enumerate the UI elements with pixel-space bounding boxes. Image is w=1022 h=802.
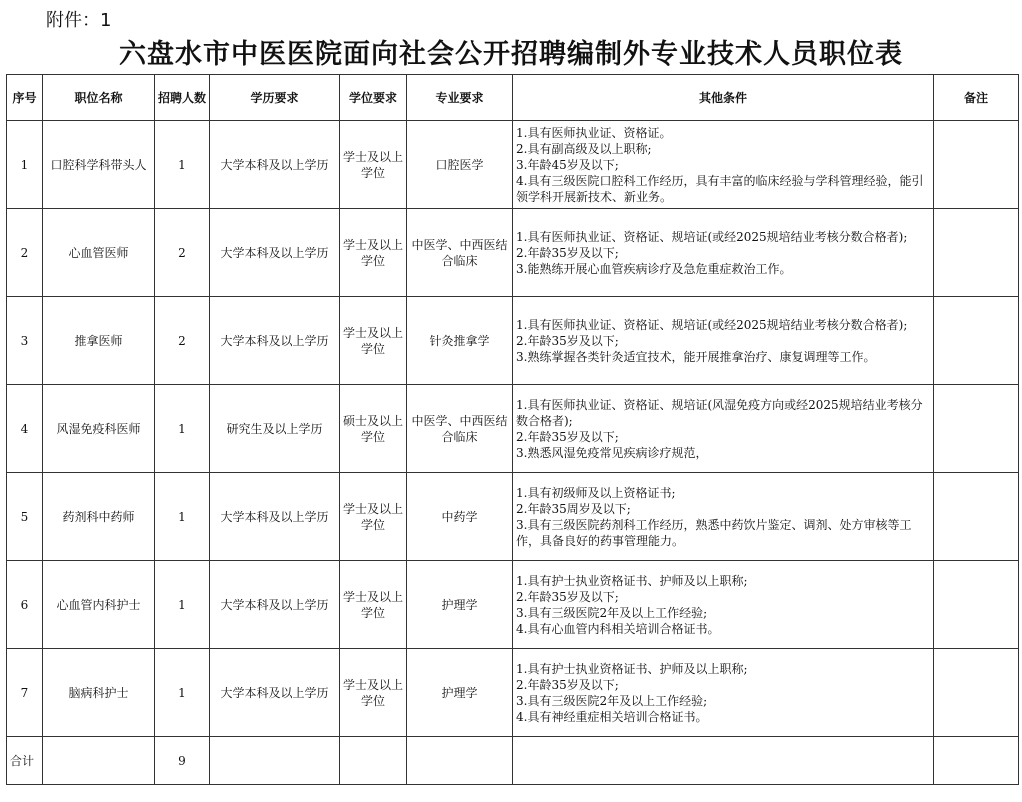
total-empty-notes <box>934 737 1019 785</box>
total-row <box>7 737 1019 785</box>
row-conditions <box>513 649 934 737</box>
row-notes <box>934 297 1019 385</box>
page-title: 六盘水市中医医院面向社会公开招聘编制外专业技术人员职位表 <box>119 39 903 70</box>
condition-line: 3.能熟练开展心血管疾病诊疗及急危重症救治工作。 <box>516 261 792 276</box>
condition-line: 2.年龄35岁及以下; <box>516 245 619 260</box>
condition-line: 4.具有神经重症相关培训合格证书。 <box>516 709 708 724</box>
row-conditions <box>513 561 934 649</box>
condition-line: 2.具有副高级及以上职称; <box>516 141 652 156</box>
row-seq: 5 <box>7 473 43 561</box>
table-row <box>7 385 1019 473</box>
total-empty-education <box>210 737 340 785</box>
row-degree: 学士及以上学位 <box>340 209 407 297</box>
table-row <box>7 297 1019 385</box>
row-major: 口腔医学 <box>407 121 513 209</box>
row-education: 大学本科及以上学历 <box>210 473 340 561</box>
header-position: 职位名称 <box>43 75 155 121</box>
table-row <box>7 121 1019 209</box>
row-notes <box>934 121 1019 209</box>
total-empty-conditions <box>513 737 934 785</box>
condition-line: 1.具有护士执业资格证书、护师及以上职称; <box>516 661 748 676</box>
row-position: 药剂科中药师 <box>43 473 155 561</box>
row-position: 心血管内科护士 <box>43 561 155 649</box>
table-body <box>7 121 1019 785</box>
condition-line: 1.具有初级师及以上资格证书; <box>516 485 676 500</box>
header-seq: 序号 <box>7 75 43 121</box>
total-empty-position <box>43 737 155 785</box>
row-seq: 3 <box>7 297 43 385</box>
row-count: 1 <box>155 385 210 473</box>
row-education: 大学本科及以上学历 <box>210 297 340 385</box>
row-position: 心血管医师 <box>43 209 155 297</box>
condition-line: 3.具有三级医院药剂科工作经历，熟悉中药饮片鉴定、调剂、处方审核等工作，具备良好的药事管理能力。 <box>516 517 912 548</box>
condition-line: 1.具有医师执业证、资格证、规培证(风湿免疫方向或经2025规培结业考核分数合格者); <box>516 397 923 428</box>
condition-line: 4.具有心血管内科相关培训合格证书。 <box>516 621 720 636</box>
total-empty-degree <box>340 737 407 785</box>
row-position: 口腔科学科带头人 <box>43 121 155 209</box>
row-notes <box>934 209 1019 297</box>
total-count: 9 <box>155 737 210 785</box>
table-row <box>7 209 1019 297</box>
header-major: 专业要求 <box>407 75 513 121</box>
row-education: 研究生及以上学历 <box>210 385 340 473</box>
header-conditions: 其他条件 <box>513 75 934 121</box>
row-education: 大学本科及以上学历 <box>210 209 340 297</box>
condition-line: 1.具有医师执业证、资格证。 <box>516 125 672 140</box>
table-header-row <box>7 75 1019 121</box>
row-seq: 2 <box>7 209 43 297</box>
condition-line: 1.具有护士执业资格证书、护师及以上职称; <box>516 573 748 588</box>
row-conditions <box>513 385 934 473</box>
table-row <box>7 649 1019 737</box>
row-degree: 学士及以上学位 <box>340 297 407 385</box>
positions-table <box>6 74 1019 785</box>
condition-line: 1.具有医师执业证、资格证、规培证(或经2025规培结业考核分数合格者); <box>516 229 908 244</box>
row-major: 针灸推拿学 <box>407 297 513 385</box>
condition-line: 3.熟悉风湿免疫常见疾病诊疗规范， <box>516 445 708 460</box>
row-count: 1 <box>155 473 210 561</box>
table-row <box>7 473 1019 561</box>
condition-line: 4.具有三级医院口腔科工作经历，具有丰富的临床经验与学科管理经验，能引领学科开展新技术、新业务。 <box>516 173 924 204</box>
row-count: 2 <box>155 209 210 297</box>
row-major: 护理学 <box>407 649 513 737</box>
table-row <box>7 561 1019 649</box>
row-education: 大学本科及以上学历 <box>210 561 340 649</box>
row-count: 2 <box>155 297 210 385</box>
attachment-label: 附件：1 <box>46 10 112 31</box>
header-education: 学历要求 <box>210 75 340 121</box>
row-education: 大学本科及以上学历 <box>210 121 340 209</box>
row-degree: 学士及以上学位 <box>340 121 407 209</box>
row-seq: 6 <box>7 561 43 649</box>
total-empty-major <box>407 737 513 785</box>
header-notes: 备注 <box>934 75 1019 121</box>
condition-line: 2.年龄35岁及以下; <box>516 677 619 692</box>
row-notes <box>934 649 1019 737</box>
condition-line: 2.年龄35岁及以下; <box>516 333 619 348</box>
row-seq: 1 <box>7 121 43 209</box>
row-major: 中医学、中西医结合临床 <box>407 385 513 473</box>
row-conditions <box>513 297 934 385</box>
row-notes <box>934 561 1019 649</box>
row-degree: 学士及以上学位 <box>340 473 407 561</box>
row-conditions <box>513 473 934 561</box>
row-major: 护理学 <box>407 561 513 649</box>
row-major: 中医学、中西医结合临床 <box>407 209 513 297</box>
row-major: 中药学 <box>407 473 513 561</box>
row-conditions <box>513 209 934 297</box>
condition-line: 1.具有医师执业证、资格证、规培证(或经2025规培结业考核分数合格者); <box>516 317 908 332</box>
condition-line: 3.熟练掌握各类针灸适宜技术，能开展推拿治疗、康复调理等工作。 <box>516 349 876 364</box>
row-seq: 4 <box>7 385 43 473</box>
row-seq: 7 <box>7 649 43 737</box>
condition-line: 3.具有三级医院2年及以上工作经验; <box>516 693 708 708</box>
row-degree: 学士及以上学位 <box>340 561 407 649</box>
row-degree: 学士及以上学位 <box>340 649 407 737</box>
row-conditions <box>513 121 934 209</box>
row-count: 1 <box>155 561 210 649</box>
condition-line: 2.年龄35岁及以下; <box>516 589 619 604</box>
row-notes <box>934 385 1019 473</box>
header-degree: 学位要求 <box>340 75 407 121</box>
header-count: 招聘人数 <box>155 75 210 121</box>
total-label: 合计 <box>7 737 43 785</box>
row-notes <box>934 473 1019 561</box>
row-position: 脑病科护士 <box>43 649 155 737</box>
condition-line: 3.具有三级医院2年及以上工作经验; <box>516 605 708 620</box>
row-position: 推拿医师 <box>43 297 155 385</box>
row-position: 风湿免疫科医师 <box>43 385 155 473</box>
condition-line: 2.年龄35岁及以下; <box>516 429 619 444</box>
row-education: 大学本科及以上学历 <box>210 649 340 737</box>
condition-line: 2.年龄35周岁及以下; <box>516 501 631 516</box>
row-count: 1 <box>155 121 210 209</box>
row-count: 1 <box>155 649 210 737</box>
condition-line: 3.年龄45岁及以下; <box>516 157 619 172</box>
row-degree: 硕士及以上学位 <box>340 385 407 473</box>
